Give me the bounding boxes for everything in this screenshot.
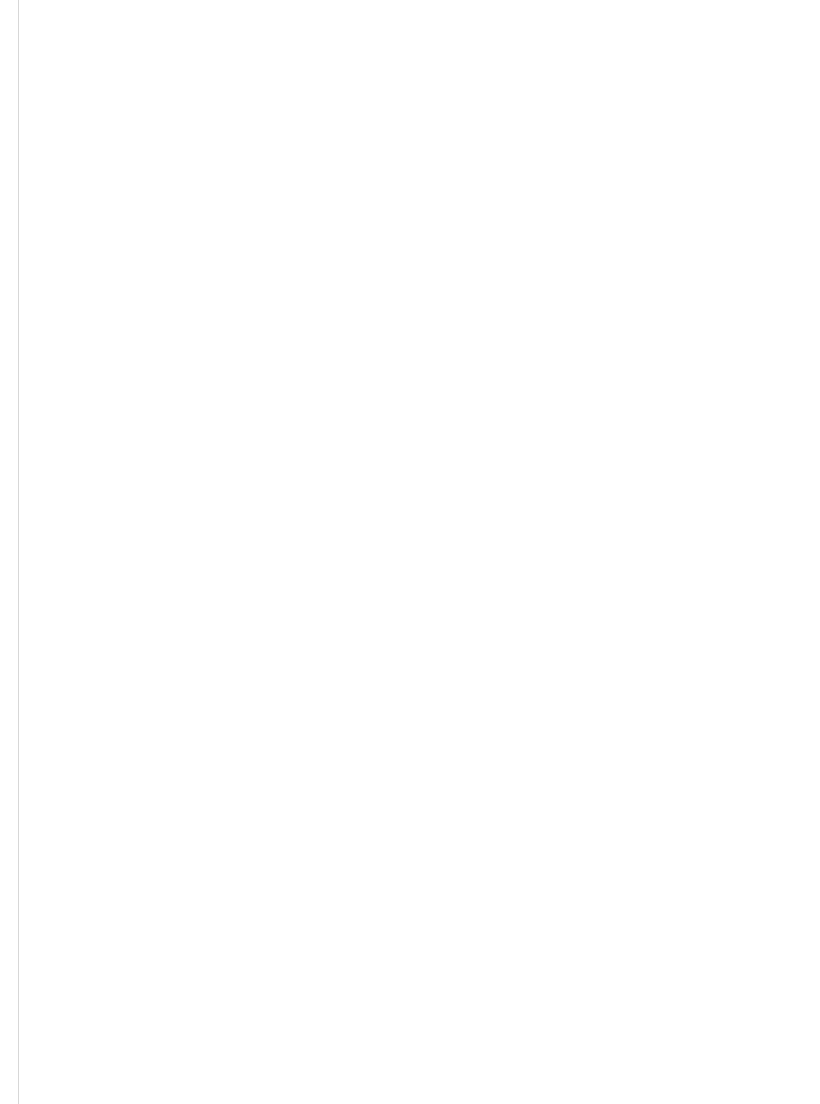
page-left-border <box>18 0 19 1104</box>
